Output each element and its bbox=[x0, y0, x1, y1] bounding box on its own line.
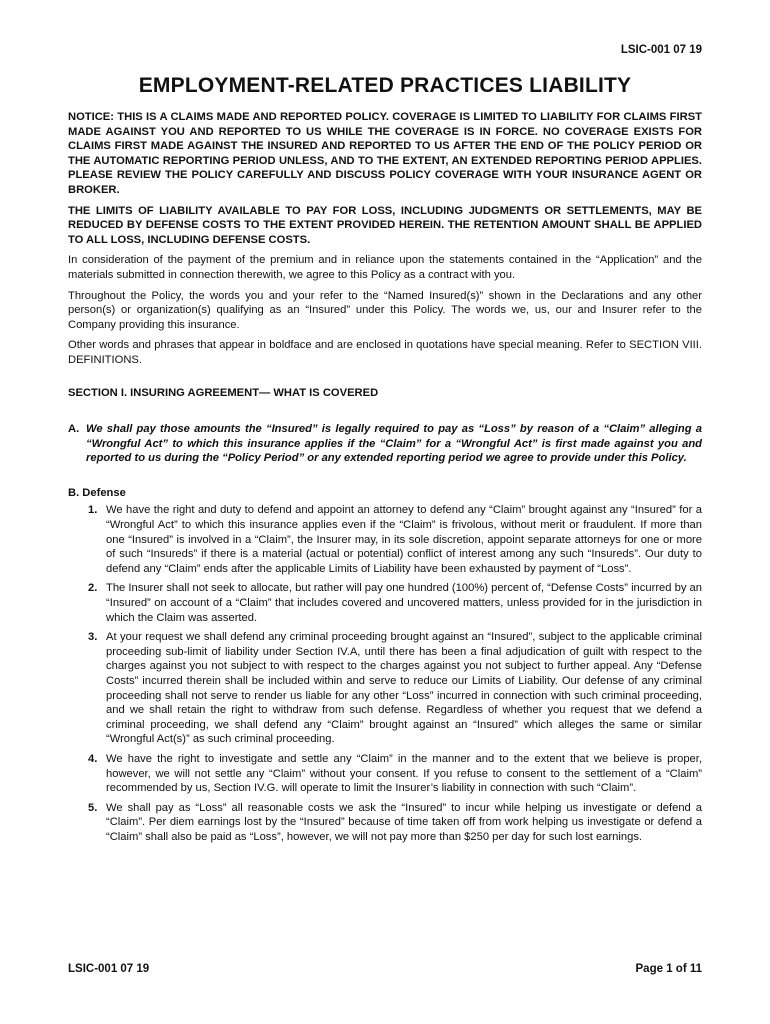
item-text: We have the right and duty to defend and appoint an attorney to defend any “Claim” brought against any “Insured” for a “Wrongful Act” to which this insurance applies even if the “Claim” is frivolous, without merit or fraudulent. If more than one “Insured” is involved in a “Claim”, the Insurer may, in its sole discretion, appoint separate attorneys for one or more of such “Insureds” if there is a material (actual or potential) conflict of interest among any such “Insureds”. Our duty to defend any “Claim” ends after the applicable Limits of Liability have been exhausted by payment of “Loss”. bbox=[106, 504, 702, 575]
consideration-paragraph: In consideration of the payment of the premium and in reliance upon the statements contained in the “Application” and the materials submitted in connection therewith, we agree to this Policy as a contract with you. bbox=[68, 254, 702, 281]
limits-paragraph: THE LIMITS OF LIABILITY AVAILABLE TO PAY FOR LOSS, INCLUDING JUDGMENTS OR SETTLEMENTS, MAY BE REDUCED BY DEFENSE COSTS TO THE EXTENT PROVIDED HEREIN. THE RETENTION AMOUNT SHALL BE APPLIED TO ALL LOSS, INCLUDING DEFENSE COSTS. bbox=[68, 204, 702, 246]
item-number: 5. bbox=[88, 801, 98, 814]
item-label: B. bbox=[68, 486, 80, 499]
document-body bbox=[68, 110, 702, 850]
item-number: 1. bbox=[88, 504, 98, 517]
defense-item-3 bbox=[88, 630, 702, 747]
defense-item-1 bbox=[88, 503, 702, 576]
notice-paragraph: NOTICE: THIS IS A CLAIMS MADE AND REPORTED POLICY. COVERAGE IS LIMITED TO LIABILITY FOR CLAIMS FIRST MADE AGAINST YOU AND REPORTED TO US WHILE THE COVERAGE IS IN FORCE. NO COVERAGE EXISTS FOR CLAIMS FIRST MADE AGAINST THE INSURED AND REPORTED TO US AFTER THE END OF THE POLICY PERIOD OR THE AUTOMATIC REPORTING PERIOD UNLESS, AND TO THE EXTENT, AN EXTENDED REPORTING PERIOD APPLIES. PLEASE REVIEW THE POLICY CAREFULLY AND DISCUSS POLICY COVERAGE WITH YOUR INSURANCE AGENT OR BROKER. bbox=[68, 111, 702, 196]
item-number: 4. bbox=[88, 752, 98, 765]
item-text: We shall pay those amounts the “Insured” is legally required to pay as “Loss” by reason of a “Claim” alleging a “Wrongful Act” to which this insurance applies if the “Claim” for a “Wrongful Act” is first made against you and reported to us during the “Policy Period” or any extended reporting period we agree to provide under this Policy. bbox=[86, 423, 702, 465]
item-text: We shall pay as “Loss” all reasonable costs we ask the “Insured” to incur while helping us investigate or defend a “Claim”. Per diem earnings lost by the “Insured” because of time taken off from work helping us investigate or defend a “Claim” shall also be paid as “Loss”, however, we will not pay more than $250 per day for such lost earnings. bbox=[106, 801, 702, 843]
item-text: We have the right to investigate and settle any “Claim” in the manner and to the extent that we believe is proper, however, we will not settle any “Claim” without your consent. If you refuse to consent to the settlement of a “Claim” recommended by us, Section IV.G. will operate to limit the Insurer’s liability in connection with such “Claim”. bbox=[106, 752, 702, 795]
form-id-footer: LSIC-001 07 19 bbox=[68, 963, 150, 975]
page-number: Page 1 of 11 bbox=[635, 963, 702, 975]
defense-heading bbox=[68, 486, 702, 501]
item-label: A. bbox=[68, 423, 80, 436]
item-text: The Insurer shall not seek to allocate, but rather will pay one hundred (100%) percent of, “Defense Costs” incurred by an “Insured” on account of a “Claim” that includes covered and uncovered matters, unless provided for in the jurisdiction in which the Claim was asserted. bbox=[106, 582, 702, 624]
other-words-paragraph: Other words and phrases that appear in boldface and are enclosed in quotations have special meaning. Refer to SECTION VIII. DEFINITIONS. bbox=[68, 339, 702, 366]
section-heading: SECTION I. INSURING AGREEMENT— WHAT IS COVERED bbox=[68, 386, 379, 399]
defense-title: Defense bbox=[82, 486, 126, 499]
item-number: 2. bbox=[88, 582, 98, 595]
defense-item-2 bbox=[88, 581, 702, 625]
definitions-you-paragraph: Throughout the Policy, the words you and your refer to the “Named Insured(s)” shown in the Declarations and any other person(s) or organization(s) qualifying as an “Insured” under this Policy. The words we, us, our and Insurer refer to the Company providing this insurance. bbox=[68, 289, 702, 331]
defense-item-5 bbox=[88, 801, 702, 845]
document-title: EMPLOYMENT-RELATED PRACTICES LIABILITY bbox=[138, 74, 632, 97]
form-id-header: LSIC-001 07 19 bbox=[620, 44, 702, 56]
item-number: 3. bbox=[88, 631, 98, 644]
insuring-agreement-a bbox=[68, 422, 702, 466]
defense-item-4 bbox=[88, 752, 702, 796]
item-text: At your request we shall defend any criminal proceeding brought against an “Insured”, subject to the applicable criminal proceeding sub-limit of liability under Section IV.A, until there has been a final adjudication of guilt with respect to the charges against you not subject to with respect to the charges against you not subject to further appeal. Any “Defense Costs” incurred therein shall be included within and serve to reduce our Limits of Liability. Our defense of any criminal proceeding shall not serve to render us liable for any other “Loss” incurred in connection with such criminal proceeding, and we shall retain the right to withdraw from such defense. Regardless of whether you request that we defend a criminal proceeding, we shall defend any “Claim” brought against an “Insured” which alleges the same or similar “Wrongful Act(s)” as such criminal proceeding. bbox=[106, 631, 702, 746]
